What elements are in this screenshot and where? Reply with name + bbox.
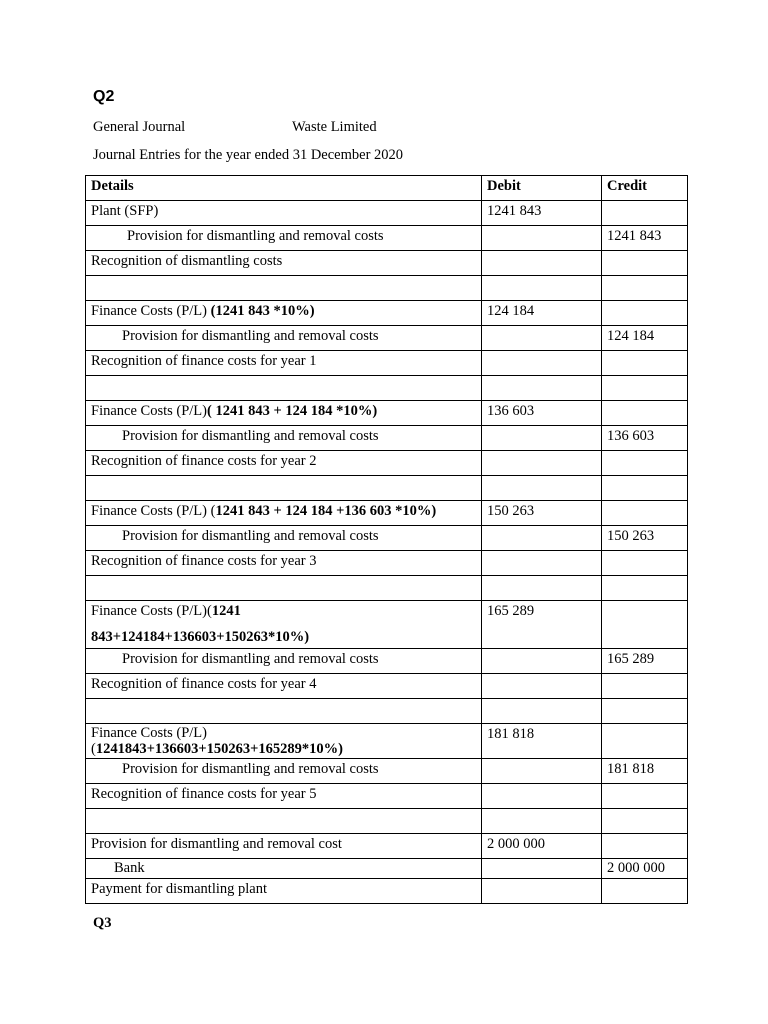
blank-row — [86, 576, 688, 601]
account-name: Finance Costs (P/L) — [91, 725, 207, 741]
credit-amount: 150 263 — [602, 526, 688, 551]
calculation-part-1: 1241 — [211, 603, 241, 619]
credit-account: Provision for dismantling and removal costs — [86, 759, 482, 784]
account-name: Finance Costs (P/L) — [91, 303, 211, 319]
table-row — [86, 759, 688, 784]
table-row — [86, 649, 688, 674]
debit-amount: 150 263 — [482, 501, 602, 526]
company-name: Waste Limited — [292, 119, 377, 135]
debit-amount: 124 184 — [482, 301, 602, 326]
narration: Recognition of finance costs for year 1 — [86, 351, 482, 376]
calculation: 1241 843 + 124 184 +136 603 *10%) — [215, 503, 437, 519]
table-row — [86, 724, 688, 759]
account-name: Finance Costs (P/L)( — [91, 603, 212, 619]
blank-row — [86, 699, 688, 724]
table-row — [86, 501, 688, 526]
narration: Payment for dismantling plant — [86, 879, 482, 904]
empty-cell — [602, 201, 688, 226]
empty-cell — [602, 401, 688, 426]
empty-cell — [602, 784, 688, 809]
credit-amount: 136 603 — [602, 426, 688, 451]
debit-amount: 165 289 — [482, 601, 602, 649]
blank-row — [86, 809, 688, 834]
debit-account — [86, 724, 482, 759]
empty-cell — [602, 251, 688, 276]
narration: Recognition of dismantling costs — [86, 251, 482, 276]
table-row — [86, 401, 688, 426]
debit-amount: 136 603 — [482, 401, 602, 426]
blank-row — [86, 476, 688, 501]
empty-cell — [602, 351, 688, 376]
next-question-heading: Q3 — [93, 915, 112, 931]
table-row — [86, 879, 688, 904]
table-row — [86, 674, 688, 699]
journal-table — [85, 175, 688, 904]
table-row — [86, 226, 688, 251]
empty-cell — [482, 784, 602, 809]
empty-cell — [482, 226, 602, 251]
table-header-row — [86, 176, 688, 201]
blank-row — [86, 276, 688, 301]
calculation: 1241843+136603+150263+165289*10%) — [95, 741, 343, 757]
table-row — [86, 426, 688, 451]
credit-amount: 181 818 — [602, 759, 688, 784]
calculation: ( 1241 843 + 124 184 *10%) — [207, 403, 378, 419]
calculation-part-2: 843+124184+136603+150263*10%) — [91, 629, 310, 645]
empty-cell — [482, 526, 602, 551]
credit-account: Provision for dismantling and removal costs — [86, 649, 482, 674]
empty-cell — [482, 674, 602, 699]
empty-cell — [602, 879, 688, 904]
question-heading: Q2 — [93, 88, 115, 105]
credit-account: Provision for dismantling and removal costs — [86, 526, 482, 551]
empty-cell — [482, 759, 602, 784]
table-row — [86, 351, 688, 376]
narration: Recognition of finance costs for year 4 — [86, 674, 482, 699]
calculation: (1241 843 *10%) — [210, 303, 315, 319]
debit-account — [86, 401, 482, 426]
empty-cell — [482, 326, 602, 351]
empty-cell — [482, 251, 602, 276]
table-row — [86, 326, 688, 351]
debit-account: Plant (SFP) — [86, 201, 482, 226]
table-row — [86, 601, 688, 649]
credit-amount: 124 184 — [602, 326, 688, 351]
debit-account — [86, 501, 482, 526]
journal-label: General Journal — [93, 119, 186, 135]
empty-cell — [602, 551, 688, 576]
debit-account: Provision for dismantling and removal cost — [86, 834, 482, 859]
credit-account: Provision for dismantling and removal costs — [86, 226, 482, 251]
debit-account — [86, 601, 482, 649]
table-row — [86, 201, 688, 226]
empty-cell — [482, 351, 602, 376]
empty-cell — [482, 426, 602, 451]
empty-cell — [482, 451, 602, 476]
empty-cell — [482, 551, 602, 576]
empty-cell — [602, 724, 688, 759]
narration: Recognition of finance costs for year 3 — [86, 551, 482, 576]
journal-subtitle: Journal Entries for the year ended 31 December 2020 — [93, 147, 404, 163]
credit-amount: 2 000 000 — [602, 859, 688, 879]
credit-account: Bank — [86, 859, 482, 879]
calculation-open-paren: ( — [91, 741, 96, 757]
details-header: Details — [86, 176, 482, 201]
credit-header: Credit — [602, 176, 688, 201]
account-name: Finance Costs (P/L) — [91, 403, 207, 419]
empty-cell — [602, 674, 688, 699]
debit-account — [86, 301, 482, 326]
empty-cell — [482, 649, 602, 674]
table-row — [86, 859, 688, 879]
debit-amount: 181 818 — [482, 724, 602, 759]
debit-header: Debit — [482, 176, 602, 201]
table-row — [86, 551, 688, 576]
table-row — [86, 251, 688, 276]
empty-cell — [602, 301, 688, 326]
empty-cell — [602, 501, 688, 526]
empty-cell — [602, 451, 688, 476]
credit-account: Provision for dismantling and removal costs — [86, 426, 482, 451]
table-row — [86, 526, 688, 551]
table-row — [86, 834, 688, 859]
empty-cell — [482, 859, 602, 879]
narration: Recognition of finance costs for year 2 — [86, 451, 482, 476]
narration: Recognition of finance costs for year 5 — [86, 784, 482, 809]
credit-account: Provision for dismantling and removal costs — [86, 326, 482, 351]
debit-amount: 2 000 000 — [482, 834, 602, 859]
empty-cell — [602, 601, 688, 649]
credit-amount: 165 289 — [602, 649, 688, 674]
blank-row — [86, 376, 688, 401]
table-row — [86, 784, 688, 809]
account-name: Finance Costs (P/L) ( — [91, 503, 216, 519]
table-row — [86, 451, 688, 476]
credit-amount: 1241 843 — [602, 226, 688, 251]
table-row — [86, 301, 688, 326]
empty-cell — [602, 834, 688, 859]
empty-cell — [482, 879, 602, 904]
debit-amount: 1241 843 — [482, 201, 602, 226]
